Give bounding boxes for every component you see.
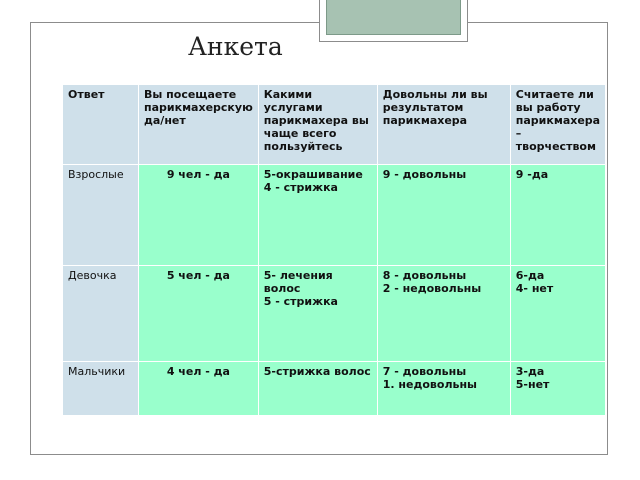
decorative-tab bbox=[319, 0, 468, 42]
cell-creative: 6-да 4- нет bbox=[510, 266, 605, 362]
row-label-girls: Девочка bbox=[63, 266, 139, 362]
header-creative: Считаете ли вы работу парикмахера – творчеством bbox=[510, 85, 605, 165]
cell-visit: 4 чел - да bbox=[139, 362, 259, 416]
table-row bbox=[63, 165, 606, 266]
cell-satisfied: 8 - довольны 2 - недовольны bbox=[377, 266, 510, 362]
cell-satisfied: 9 - довольны bbox=[377, 165, 510, 266]
cell-services: 5-окрашивание 4 - стрижка bbox=[258, 165, 377, 266]
cell-visit: 9 чел - да bbox=[139, 165, 259, 266]
row-label-boys: Мальчики bbox=[63, 362, 139, 416]
survey-table bbox=[62, 84, 606, 416]
header-services: Какими услугами парикмахера вы чаще всего пользуйтесь bbox=[258, 85, 377, 165]
table-header-row bbox=[63, 85, 606, 165]
cell-visit: 5 чел - да bbox=[139, 266, 259, 362]
cell-services: 5-стрижка волос bbox=[258, 362, 377, 416]
page-title: Анкета bbox=[188, 32, 283, 61]
cell-creative: 9 -да bbox=[510, 165, 605, 266]
cell-creative: 3-да 5-нет bbox=[510, 362, 605, 416]
header-answer: Ответ bbox=[63, 85, 139, 165]
row-label-adults: Взрослые bbox=[63, 165, 139, 266]
table-row bbox=[63, 266, 606, 362]
header-visit: Вы посещаете парикмахерскую да/нет bbox=[139, 85, 259, 165]
cell-satisfied: 7 - довольны 1. недовольны bbox=[377, 362, 510, 416]
cell-services: 5- лечения волос 5 - стрижка bbox=[258, 266, 377, 362]
header-satisfied: Довольны ли вы результатом парикмахера bbox=[377, 85, 510, 165]
decorative-tab-fill bbox=[326, 0, 461, 35]
table-row bbox=[63, 362, 606, 416]
